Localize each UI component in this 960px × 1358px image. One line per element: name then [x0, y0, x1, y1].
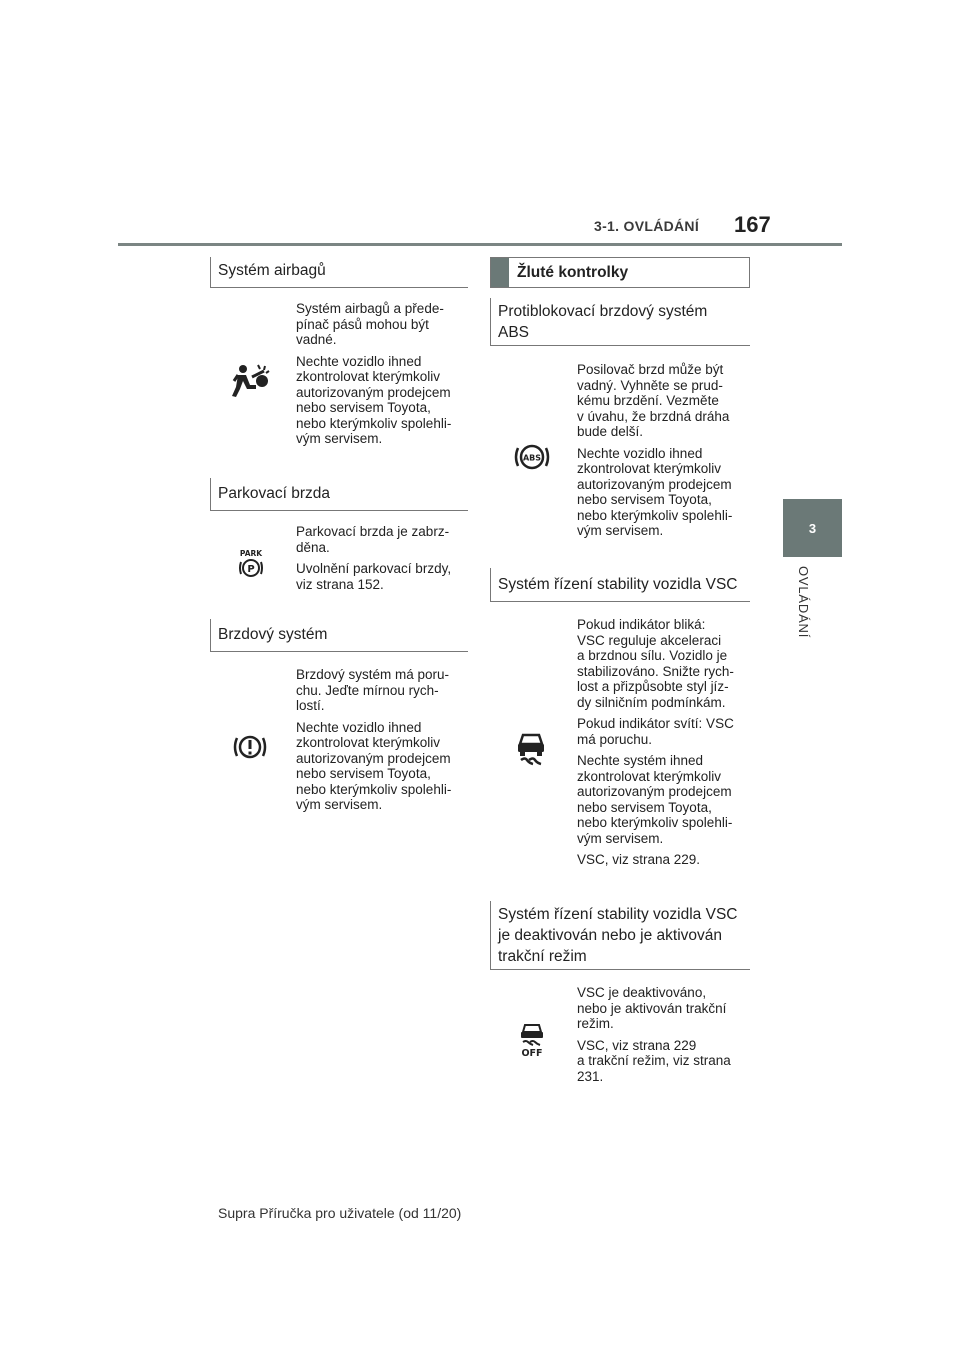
page-number: 167 — [734, 212, 771, 237]
brake-system-heading: Brzdový systém — [210, 619, 468, 652]
vsc-off-description — [577, 985, 749, 1090]
svg-text:P: P — [247, 564, 255, 575]
abs-heading: Protiblokovací brzdový systém ABS — [490, 298, 750, 346]
vsc-description — [577, 617, 749, 874]
vsc-text-3: Nechte systém ihned zkontrolovat kterýmkoliv autorizovaným prodejcem nebo servisem Toyota, nebo kterýmkoliv spolehli- vým servisem. — [577, 753, 733, 846]
airbag-description — [296, 301, 468, 453]
abs-text-1: Posilovač brzd může být vadný. Vyhněte se prud- kému brzdění. Vezměte v úvahu, že brzdná dráha bude delší. — [577, 362, 730, 439]
vsc-off-heading: Systém řízení stability vozidla VSC je deaktivován nebo je aktivován trakční režim — [490, 901, 750, 970]
abs-icon-label: ABS — [522, 453, 542, 463]
vsc-off-text-1: VSC je deaktivováno, nebo je aktivován trakční režim. — [577, 985, 727, 1031]
abs-warning-icon — [512, 442, 552, 477]
brake-system-description — [296, 667, 468, 819]
yellow-indicators-heading — [490, 257, 750, 288]
vsc-off-text-2: VSC, viz strana 229 a trakční režim, viz strana 231. — [577, 1037, 731, 1084]
vsc-off-icon-label: OFF — [521, 1048, 543, 1058]
brake-system-text-1: Brzdový systém má poru- chu. Jeďte mírnou rych- lostí. — [296, 667, 450, 713]
parking-brake-text-1: Parkovací brzda je zabrz- děna. — [296, 524, 450, 555]
chapter-label: OVLÁDÁNÍ — [796, 566, 811, 639]
abs-description — [577, 362, 749, 545]
header-divider — [118, 243, 842, 246]
footer-text: Supra Příručka pro uživatele (od 11/20) — [218, 1205, 462, 1221]
airbag-warning-icon — [232, 363, 272, 404]
brake-warning-icon — [232, 732, 268, 767]
vsc-text-4: VSC, viz strana 229. — [577, 852, 701, 867]
heading-marker — [491, 258, 509, 287]
section-title: 3-1. OVLÁDÁNÍ — [594, 218, 700, 234]
vsc-heading: Systém řízení stability vozidla VSC — [490, 568, 750, 602]
parking-brake-heading: Parkovací brzda — [210, 478, 468, 511]
vsc-text-1: Pokud indikátor bliká: VSC reguluje akceleraci a brzdnou sílu. Vozidlo je stabilizováno. Snižte rych- lost a přizpůsobte styl jíz- dy silničním podmínkám. — [577, 617, 734, 710]
vsc-off-icon — [518, 1022, 546, 1063]
vsc-skid-icon — [515, 730, 547, 773]
vsc-text-2: Pokud indikátor svítí: VSC má poruchu. — [577, 716, 734, 747]
chapter-tab: 3 — [783, 499, 842, 557]
airbag-heading: Systém airbagů — [210, 257, 468, 288]
parking-brake-icon — [236, 549, 266, 584]
parking-brake-text-2: Uvolnění parkovací brzdy, viz strana 152. — [296, 561, 452, 592]
airbag-text-2: Nechte vozidlo ihned zkontrolovat kterýmkoliv autorizovaným prodejcem nebo servisem Toyota, nebo kterýmkoliv spolehli- vým servisem. — [296, 353, 452, 446]
yellow-indicators-title: Žluté kontrolky — [517, 263, 629, 281]
parking-brake-description — [296, 524, 468, 598]
park-icon-label: PARK — [239, 549, 263, 558]
brake-system-text-2: Nechte vozidlo ihned zkontrolovat kterýmkoliv autorizovaným prodejcem nebo servisem Toyota, nebo kterýmkoliv spolehli- vým servisem. — [296, 719, 452, 812]
airbag-text-1: Systém airbagů a přede- pínač pásů mohou být vadné. — [296, 301, 444, 347]
abs-text-2: Nechte vozidlo ihned zkontrolovat kterýmkoliv autorizovaným prodejcem nebo servisem Toyota, nebo kterýmkoliv spolehli- vým servisem. — [577, 445, 733, 538]
